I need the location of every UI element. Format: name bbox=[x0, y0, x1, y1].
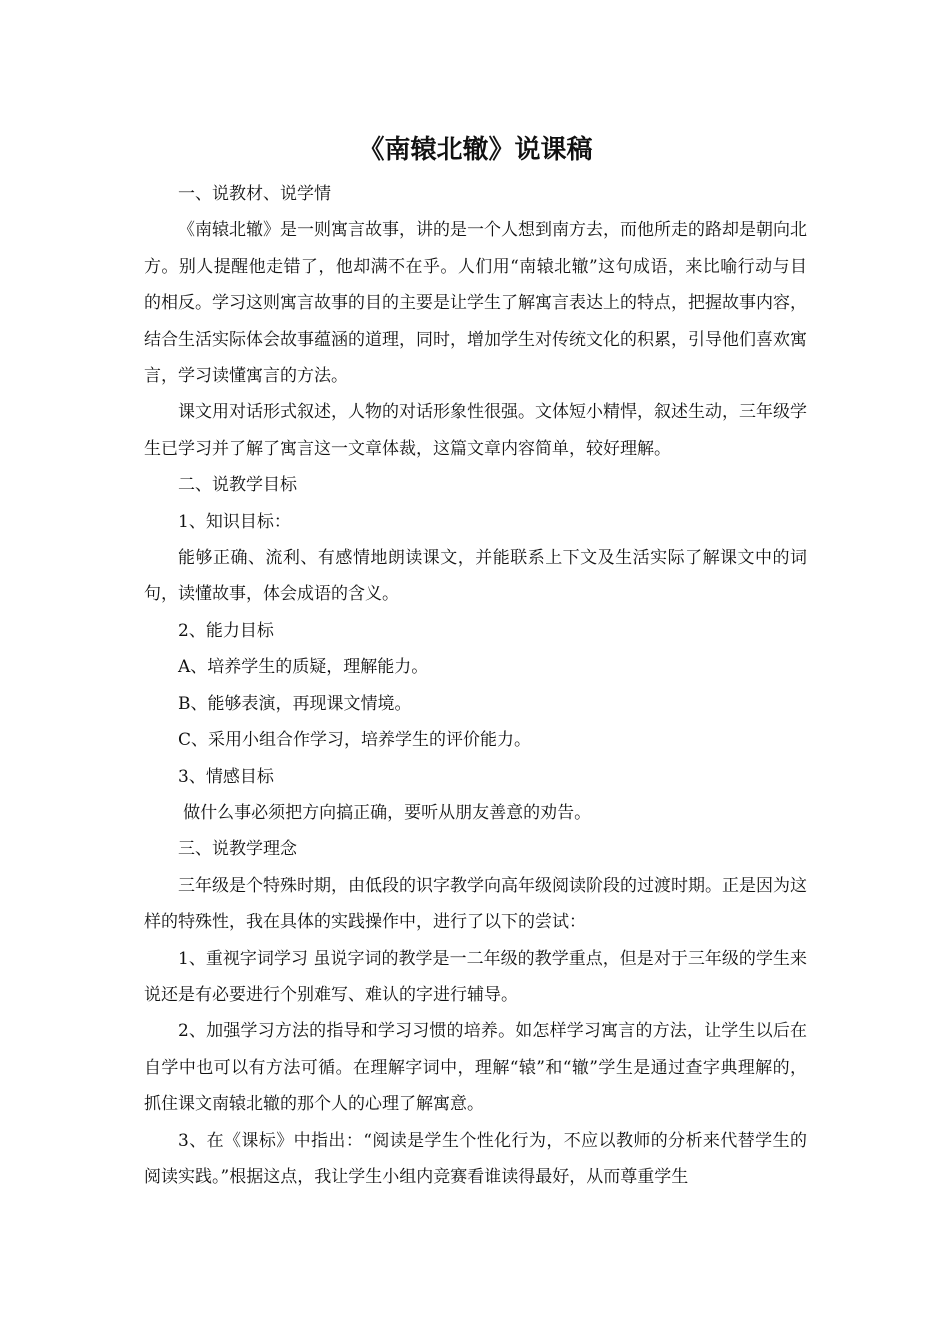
body-paragraph: 2、加强学习方法的指导和学习习惯的培养。如怎样学习寓言的方法，让学生以后在自学中也可以有方法可循。在理解字词中，理解“辕”和“辙”学生是通过查字典理解的，抓住课文南辕北辙的那个人的心理了解寓意。 bbox=[144, 1021, 807, 1115]
body-paragraph: 3、在《课标》中指出：“阅读是学生个性化行为，不应以教师的分析来代替学生的阅读实践。”根据这点，我让学生小组内竞赛看谁读得最好，从而尊重学生 bbox=[144, 1130, 807, 1187]
list-item: C、采用小组合作学习，培养学生的评价能力。 bbox=[178, 730, 532, 751]
subheading-knowledge: 1、知识目标： bbox=[178, 511, 291, 532]
subheading-emotion: 3、情感目标 bbox=[178, 766, 274, 787]
body-paragraph: 《南辕北辙》是一则寓言故事，讲的是一个人想到南方去，而他所走的路却是朝向北方。别人提醒他走错了，他却满不在乎。人们用“南辕北辙”这句成语，来比喻行动与目的相反。学习这则寓言故事的目的主要是让学生了解寓言表达上的特点，把握故事内容，结合生活实际体会故事蕴涵的道理，同时，增加学生对传统文化的积累，引导他们喜欢寓言，学习读懂寓言的方法。 bbox=[144, 220, 807, 387]
body-paragraph: 做什么事必须把方向搞正确，要听从朋友善意的劝告。 bbox=[183, 802, 592, 823]
list-item: A、培养学生的质疑，理解能力。 bbox=[178, 657, 429, 678]
document-page bbox=[144, 128, 807, 1195]
document-title: 《南辕北辙》说课稿 bbox=[358, 135, 593, 165]
body-paragraph: 能够正确、流利、有感情地朗读课文，并能联系上下文及生活实际了解课文中的词句，读懂故事，体会成语的含义。 bbox=[144, 548, 807, 605]
section-heading-2: 二、说教学目标 bbox=[178, 475, 297, 496]
list-item: B、能够表演，再现课文情境。 bbox=[178, 693, 412, 714]
body-paragraph: 1、重视字词学习 虽说字词的教学是一二年级的教学重点，但是对于三年级的学生来说还是有必要进行个别难写、难认的字进行辅导。 bbox=[144, 948, 807, 1005]
section-heading-1: 一、说教材、说学情 bbox=[178, 184, 331, 204]
body-paragraph: 课文用对话形式叙述，人物的对话形象性很强。文体短小精悍，叙述生动，三年级学生已学习并了解了寓言这一文章体裁，这篇文章内容简单，较好理解。 bbox=[144, 402, 807, 459]
body-paragraph: 三年级是个特殊时期，由低段的识字教学向高年级阅读阶段的过渡时期。正是因为这样的特殊性，我在具体的实践操作中，进行了以下的尝试： bbox=[144, 875, 807, 933]
subheading-ability: 2、能力目标 bbox=[178, 620, 274, 641]
section-heading-3: 三、说教学理念 bbox=[178, 839, 297, 860]
